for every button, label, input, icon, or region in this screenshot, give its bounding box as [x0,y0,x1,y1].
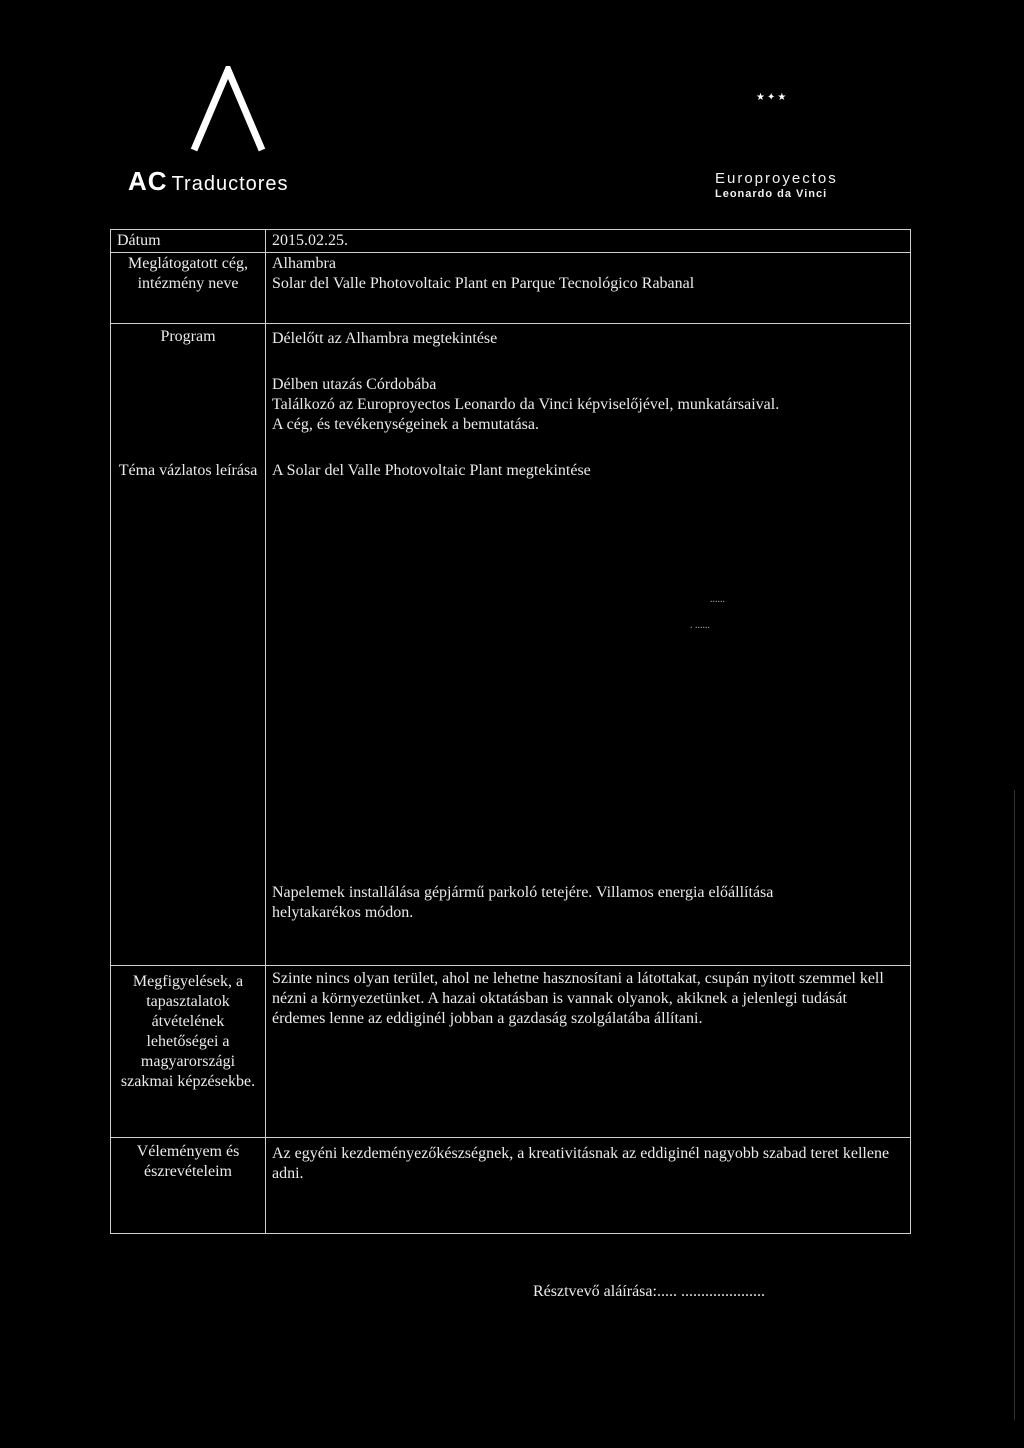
topic-line-2: Napelemek installálása gépjármű parkoló tetejére. Villamos energia előállítása helytakarékos módon. [272,884,774,921]
program-line-2: Délben utazás Córdobába [272,376,437,393]
scan-edge [1014,790,1015,1420]
signature-line: Résztvevő aláírása:..... ..................... [533,1283,765,1300]
program-line-3: Találkozó az Europroyectos Leonardo da Vinci képviselőjével, munkatársaival. A cég, és tevékenységeinek a bemutatása. [272,396,780,433]
observations-label: Megfigyelések, a tapasztalatok átvételének lehetőségei a magyarországi szakmai képzésekbe. [111,966,266,1138]
eu-stars-icon: ★✦★ [756,92,789,103]
europroyectos-logo [715,170,838,200]
topic-label: Téma vázlatos leírása [118,462,258,479]
opinion-label: Véleményem és észrevételeim [111,1138,266,1234]
program-line-1: Délelőtt az Alhambra megtekintése [272,330,498,347]
row-opinion [111,1138,911,1234]
company-site: Solar del Valle Photovoltaic Plant en Parque Tecnológico Rabanal [272,275,695,292]
program-topic-label-cell [111,324,266,966]
date-label: Dátum [111,230,266,253]
row-company [111,253,911,324]
scan-mark: ...... [710,594,725,605]
program-topic-value [266,324,911,966]
company-name: Alhambra [272,255,336,272]
opinion-text: Az egyéni kezdeményezőkészségnek, a kreativitásnak az eddiginél nagyobb szabad teret kellene adni. [266,1138,911,1234]
partner-program: Leonardo da Vinci [715,188,828,200]
row-date [111,230,911,253]
date-value: 2015.02.25. [266,230,911,253]
logo-ac-text: AC [128,166,168,196]
observations-text: Szinte nincs olyan terület, ahol ne lehetne hasznosítani a látottakat, csupán nyitott szemmel kell nézni a környezetünket. A hazai oktatásban is vannak olyanok, akiknek a jelenlegi tudását érdemes lenne az eddiginél jobban a gazdaság szolgálatába állítani. [266,966,911,1138]
company-label: Meglátogatott cég, intézmény neve [111,253,266,324]
row-observations [111,966,911,1138]
ac-traductores-logo [128,166,289,197]
ac-traductores-logo-mark [188,66,268,152]
row-program-topic [111,324,911,966]
report-table [110,229,911,1234]
company-value [266,253,911,324]
logo-traductores-text: Traductores [171,173,289,195]
program-label: Program [160,328,216,345]
scan-mark: . ...... [690,620,710,631]
partner-name: Europroyectos [715,170,838,187]
topic-line-1: A Solar del Valle Photovoltaic Plant megtekintése [272,462,591,479]
